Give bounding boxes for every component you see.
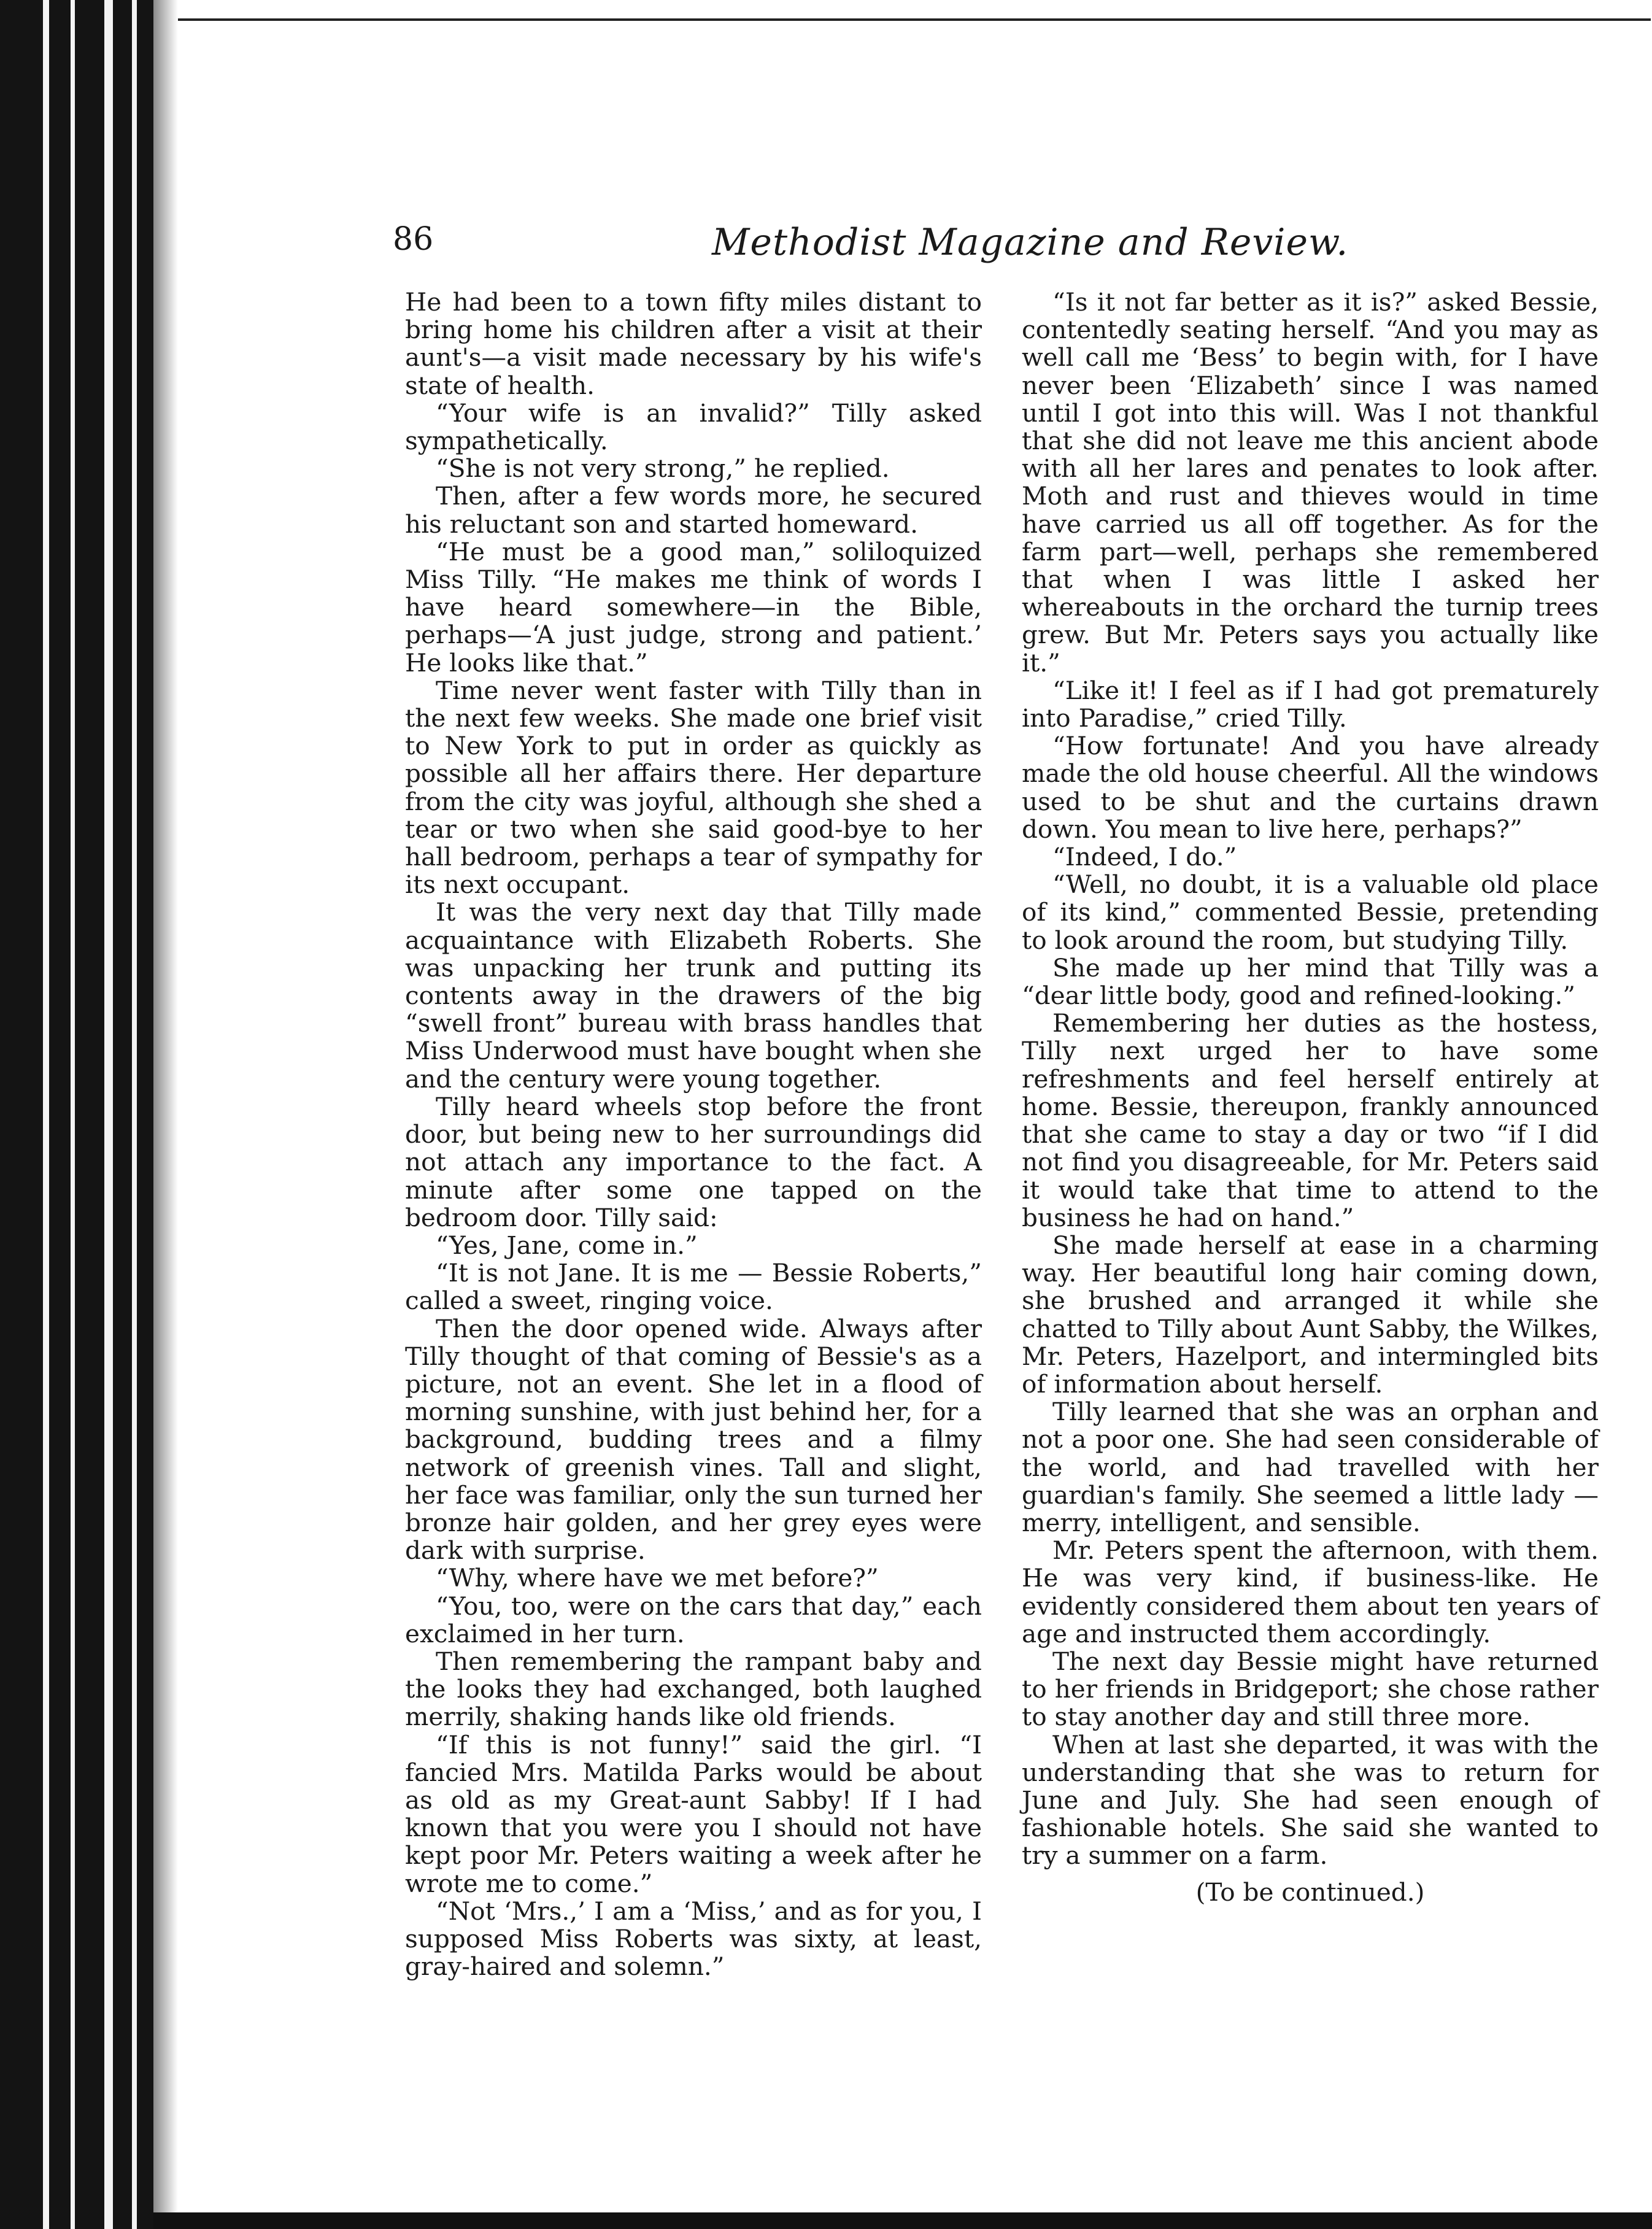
- paragraph: “Yes, Jane, come in.”: [436, 1230, 698, 1260]
- paragraph: It was the very next day that Tilly made acquaintance with Elizabeth Roberts. She was unpacking her trunk and putting its contents away in the drawers of the big “swell front” bureau with brass handles that Miss Underwood must have bought when she and the century were young together.: [405, 897, 982, 1094]
- paragraph: Then remembering the rampant baby and the looks they had exchanged, both laughed merrily, shaking hands like old friends.: [405, 1646, 982, 1732]
- paragraph: “If this is not funny!” said the girl. “I fancied Mrs. Matilda Parks would be about as old as my Great-aunt Sabby! If I had known that you were you I should not have kept poor Mr. Peters waiting a week after he wrote me to come.”: [405, 1729, 982, 1898]
- paragraph: Mr. Peters spent the afternoon, with them. He was very kind, if business-like. He evidently considered them about ten years of age and instructed them accordingly.: [1022, 1536, 1599, 1648]
- paragraph: Tilly learned that she was an orphan and not a poor one. She had seen considerable of the world, and had travelled with her guardian's family. She seemed a little lady —merry, intelligent, and sensible.: [1022, 1397, 1599, 1537]
- paragraph: “It is not Jane. It is me — Bessie Roberts,” called a sweet, ringing voice.: [405, 1258, 982, 1316]
- paragraph: “Your wife is an invalid?” Tilly asked sympathetically.: [405, 398, 982, 456]
- paragraph: “Not ‘Mrs.,’ I am a ‘Miss,’ and as for you, I supposed Miss Roberts was sixty, at least, gray-haired and solemn.”: [405, 1896, 982, 1982]
- paragraph: “You, too, were on the cars that day,” each exclaimed in her turn.: [405, 1591, 982, 1648]
- paragraph: “She is not very strong,” he replied.: [436, 454, 890, 484]
- binding-highlight: [104, 0, 113, 2229]
- binding-highlight: [132, 0, 137, 2229]
- page-header: [393, 221, 1608, 270]
- paragraph: “Well, no doubt, it is a valuable old place of its kind,” commented Bessie, pretending to look around the room, but studying Tilly.: [1022, 870, 1599, 955]
- paragraph: The next day Bessie might have returned to her friends in Bridgeport; she chose rather to stay another day and still three more.: [1022, 1646, 1599, 1732]
- paragraph: “Like it! I feel as if I had got prematurely into Paradise,” cried Tilly.: [1022, 675, 1599, 733]
- gutter-shadow: [153, 0, 178, 2229]
- page-number: 86: [393, 221, 434, 258]
- binding-highlight: [71, 0, 75, 2229]
- paragraph: Remembering her duties as the hostess, Tilly next urged her to have some refreshments and feel herself entirely at home. Bessie, thereupon, frankly announced that she came to stay a day or two “if I did not find you disagreeable, for Mr. Peters said it would take that time to attend to the business he had on hand.”: [1022, 1008, 1599, 1232]
- paragraph: “Indeed, I do.”: [1052, 842, 1237, 872]
- book-binding-edge: [0, 0, 153, 2229]
- paragraph: Then, after a few words more, he secured his reluctant son and started homeward.: [405, 481, 982, 539]
- binding-highlight: [43, 0, 49, 2229]
- paragraph: He had been to a town fifty miles distant to bring home his children after a visit at their aunt's—a visit made necessary by his wife's state of health.: [405, 287, 982, 400]
- paragraph: Time never went faster with Tilly than in the next few weeks. She made one brief visit to New York to put in order as quickly as possible all her affairs there. Her departure from the city was joyful, although she shed a tear or two when she said good-bye to her hall bedroom, perhaps a tear of sympathy for its next occupant.: [405, 675, 982, 900]
- paragraph: She made up her mind that Tilly was a “dear little body, good and refined-looking.”: [1022, 952, 1599, 1011]
- paragraph: “Is it not far better as it is?” asked Bessie, contentedly seating herself. “And you may as well call me ‘Bess’ to begin with, for I have never been ‘Elizabeth’ since I was named until I got into this will. Was I not thankful that she did not leave me this ancient abode with all her lares and penates to look after. Moth and rust and thieves would in time have carried us all off together. As for the farm part—well, perhaps she remembered that when I was little I asked her whereabouts in the orchard the turnip trees grew. But Mr. Peters says you actually like it.”: [1022, 287, 1599, 678]
- bottom-edge-line: [153, 2212, 1652, 2229]
- paragraph: She made herself at ease in a charming way. Her beautiful long hair coming down, she brushed and arranged it while she chatted to Tilly about Aunt Sabby, the Wilkes, Mr. Peters, Hazelport, and intermingled bits of information about herself.: [1022, 1230, 1599, 1399]
- top-edge-line: [178, 18, 1651, 21]
- paragraph: When at last she departed, it was with the understanding that she was to return for June and July. She had seen enough of fashionable hotels. She said she wanted to try a summer on a farm.: [1022, 1729, 1599, 1871]
- paragraph: Tilly heard wheels stop before the front door, but being new to her surroundings did not attach any importance to the fact. A minute after some one tapped on the bedroom door. Tilly said:: [405, 1091, 982, 1232]
- paragraph: “How fortunate! And you have already made the old house cheerful. All the windows used to be shut and the curtains drawn down. You mean to live here, perhaps?”: [1022, 731, 1599, 844]
- running-title: Methodist Magazine and Review.: [712, 221, 1349, 264]
- right-column: [1022, 288, 1599, 1906]
- left-column: [405, 288, 982, 1980]
- paragraph: Then the door opened wide. Always after Tilly thought of that coming of Bessie's as a picture, not an event. She let in a flood of morning sunshine, with just behind her, for a background, budding trees and a filmy network of greenish vines. Tall and slight, her face was familiar, only the sun turned her bronze hair golden, and her grey eyes were dark with surprise.: [405, 1313, 982, 1566]
- paragraph: “He must be a good man,” soliloquized Miss Tilly. “He makes me think of words I have heard somewhere—in the Bible, perhaps—‘A just judge, strong and patient.’ He looks like that.”: [405, 536, 982, 678]
- continued-note: (To be continued.): [1195, 1877, 1425, 1907]
- paragraph: “Why, where have we met before?”: [436, 1563, 879, 1593]
